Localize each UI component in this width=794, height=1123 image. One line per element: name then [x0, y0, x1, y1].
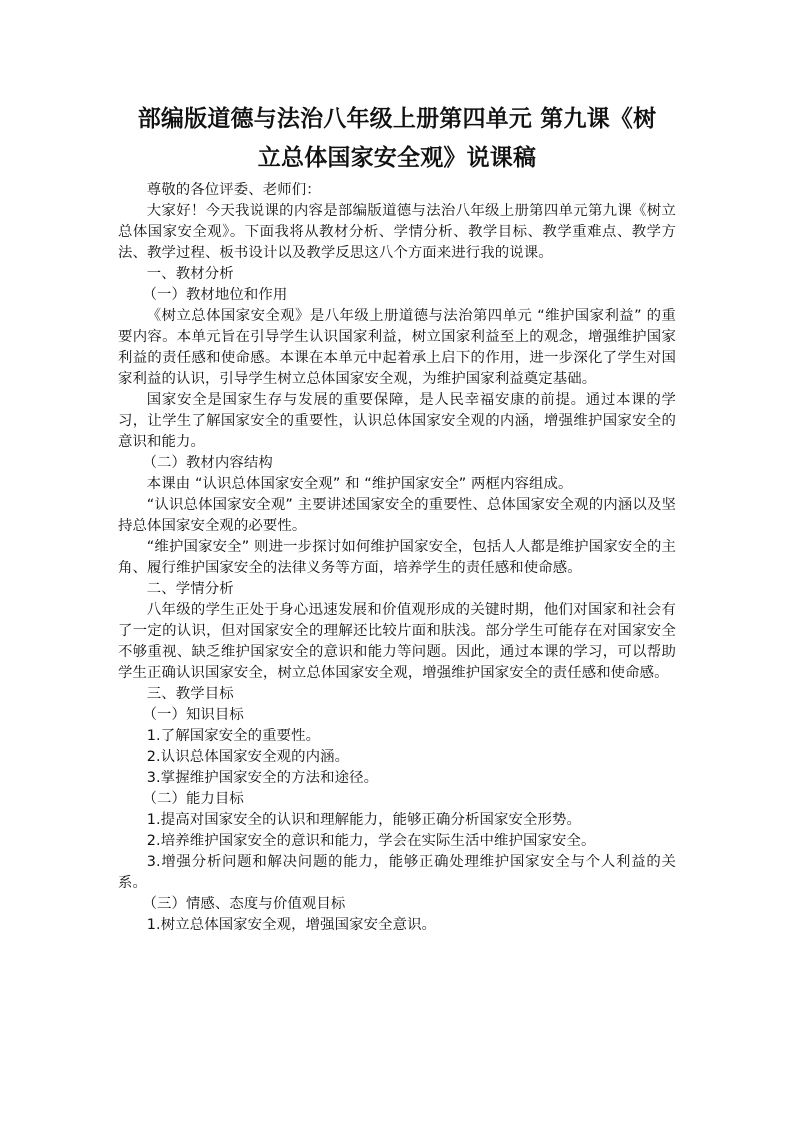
title-line-1: 部编版道德与法治八年级上册第四单元 第九课《树	[137, 106, 657, 132]
subsection-heading-3-1: （一）知识目标	[142, 707, 244, 723]
intro-paragraph: 大家好！今天我说课的内容是部编版道德与法治八年级上册第四单元第九课《树立总体国家安全观》。下面我将从教材分析、学情分析、教学目标、教学重难点、教学方法、教学过程、板书设计以及教学反思这八个方面来进行我的说课。	[118, 203, 676, 261]
document-page	[118, 100, 676, 936]
list-item: 1.树立总体国家安全观，增强国家安全意识。	[146, 917, 437, 933]
paragraph: 国家安全是国家生存与发展的重要保障，是人民幸福安康的前提。通过本课的学习，让学生了解国家安全的重要性，认识总体国家安全观的内涵，增强维护国家安全的意识和能力。	[118, 392, 676, 450]
paragraph: 本课由 “认识总体国家安全观” 和 “维护国家安全” 两框内容组成。	[146, 476, 573, 492]
subsection-heading-3-2: （二）能力目标	[142, 791, 244, 807]
paragraph: “维护国家安全” 则进一步探讨如何维护国家安全，包括人人都是维护国家安全的主角、履行维护国家安全的法律义务等方面，培养学生的责任感和使命感。	[118, 539, 676, 576]
subsection-heading-1-2: （二）教材内容结构	[142, 455, 273, 471]
list-item: 1.了解国家安全的重要性。	[146, 728, 321, 744]
document-body	[118, 180, 676, 936]
document-title	[118, 100, 676, 178]
paragraph: 《树立总体国家安全观》是八年级上册道德与法治第四单元 “维护国家利益” 的重要内容。本单元旨在引导学生认识国家利益，树立国家利益至上的观念，增强维护国家利益的责任感和使命感。本课在本单元中起着承上启下的作用，进一步深化了学生对国家利益的认识，引导学生树立总体国家安全观，为维护国家利益奠定基础。	[118, 308, 676, 387]
section-heading-3: 三、教学目标	[146, 686, 234, 702]
title-line-2: 立总体国家安全观》说课稿	[257, 145, 537, 171]
list-item: 2.认识总体国家安全观的内涵。	[146, 749, 350, 765]
list-item: 1.提高对国家安全的认识和理解能力，能够正确分析国家安全形势。	[146, 812, 581, 828]
list-item: 3.掌握维护国家安全的方法和途径。	[146, 770, 379, 786]
section-heading-1: 一、教材分析	[146, 266, 234, 282]
subsection-heading-1-1: （一）教材地位和作用	[142, 287, 288, 303]
list-item: 2.培养维护国家安全的意识和能力，学会在实际生活中维护国家安全。	[146, 833, 596, 849]
paragraph: 八年级的学生正处于身心迅速发展和价值观形成的关键时期，他们对国家和社会有了一定的认识，但对国家安全的理解还比较片面和肤浅。部分学生可能存在对国家安全不够重视、缺乏维护国家安全的意识和能力等问题。因此，通过本课的学习，可以帮助学生正确认识国家安全，树立总体国家安全观，增强维护国家安全的责任感和使命感。	[118, 602, 676, 681]
subsection-heading-3-3: （三）情感、态度与价值观目标	[142, 896, 346, 912]
section-heading-2: 二、学情分析	[146, 581, 234, 597]
list-item: 3.增强分析问题和解决问题的能力，能够正确处理维护国家安全与个人利益的关系。	[118, 854, 676, 891]
paragraph: “认识总体国家安全观” 主要讲述国家安全的重要性、总体国家安全观的内涵以及坚持总体国家安全观的必要性。	[118, 497, 676, 534]
greeting: 尊敬的各位评委、老师们：	[146, 182, 321, 198]
